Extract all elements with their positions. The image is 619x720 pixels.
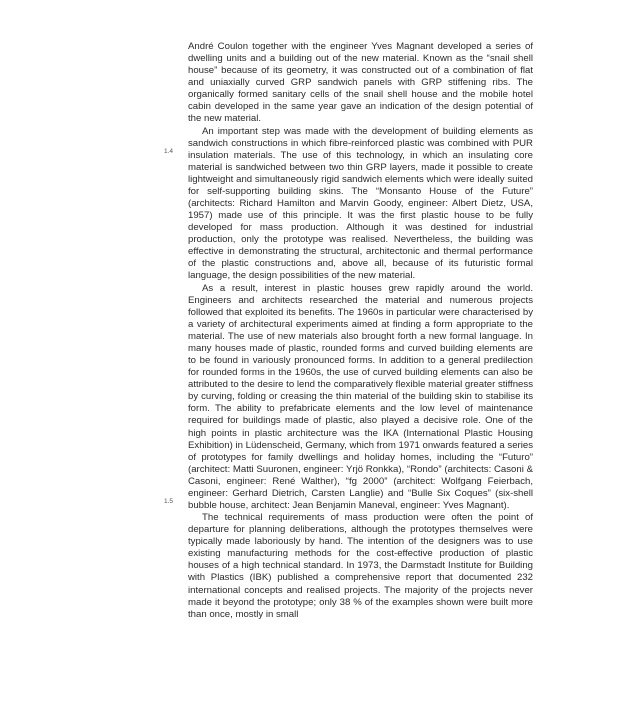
paragraph: The technical requirements of mass production were often the point of departure for planning deliberations, although the prototypes themselves were typically made laboriously by hand. The intention of the designers was to use existing manufacturing methods for the cost-effective production of plastic houses of a high technical standard. In 1973, the Darmstadt Institute for Building with Plastics (IBK) published a comprehensive report that documented 232 international concepts and realised projects. The majority of the projects never made it beyond the prototype; only 38 % of the examples shown were built more than once, mostly in small (188, 512, 533, 620)
paragraph: An important step was made with the development of building elements as sandwich constructions in which fibre-reinforced plastic was combined with PUR insulation materials. The use of this technology, in which an insulating core material is sandwiched between two thin GRP layers, made it possible to create lightweight and simultaneously rigid sandwich elements which were ideally suited for self-supporting building skins. The “Monsanto House of the Future” (architects: Richard Hamilton and Marvin Goody, engineer: Albert Dietz, USA, 1957) made use of this principle. It was the first plastic house to be fully developed for mass production. Although it was destined for industrial production, only the prototype was realised. Nevertheless, the building was effective in demonstrating the structural, architectonic and thermal performance of the plastic constructions and, above all, because of its futuristic formal language, the design possibilities of the new material. (188, 125, 533, 282)
paragraph: André Coulon together with the engineer Yves Magnant developed a series of dwelling units and a building out of the new material. Known as the “snail shell house” because of its geometry, it was constructed out of a combination of flat and uniaxially curved GRP sandwich panels with GRP stiffening ribs. The organically formed sanitary cells of the snail shell house and the mobile hotel cabin developed in the same year gave an indication of the design potential of the new material. (188, 41, 533, 125)
text-column (188, 41, 533, 621)
paragraph: As a result, interest in plastic houses grew rapidly around the world. Engineers and architects researched the material and numerous projects followed that exploited its benefits. The 1960s in particular were characterised by a variety of architectural experiments aimed at finding a form appropriate to the material. The use of new materials also brought forth a new formal language. In many houses made of plastic, rounded forms and curved building elements are to be found in variously pronounced forms. In addition to a general predilection for rounded forms in the 1960s, the use of curved building elements can also be attributed to the desire to lend the comparatively flexible material greater stiffness by curving, folding or creasing the thin material of the building skin to stabilise its form. The ability to prefabricate elements and the low level of maintenance required for buildings made of plastic, also played a decisive role. One of the high points in plastic architecture was the IKA (International Plastic Housing Exhibition) in Lüdenscheid, Germany, which from 1971 onwards featured a series of prototypes for family dwellings and holiday homes, including the “Futuro” (architect: Matti Suuronen, engineer: Yrjö Ronkka), “Rondo” (architects: Casoni & Casoni, engineer: René Walther), “fg 2000” (architect: Wolfgang Feierbach, engineer: Gerhard Dietrich, Carsten Langlie) and “Bulle Six Coques” (six-shell bubble house, architect: Jean Benjamin Maneval, engineer: Yves Magnant). (188, 282, 533, 511)
margin-figure-reference: 1.4 (164, 148, 174, 155)
margin-figure-reference: 1.5 (164, 498, 174, 505)
